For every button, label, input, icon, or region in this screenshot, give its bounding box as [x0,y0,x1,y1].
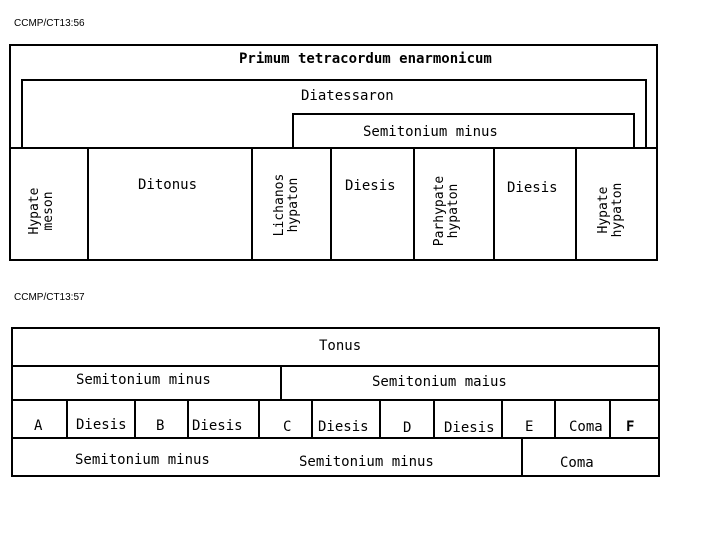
parhypate-line1: Parhypate [432,175,447,247]
semitonium-maius-label: Semitonium maius [372,374,507,390]
figure1-caption: CCMP/CT13:56 [14,18,85,29]
parhypate-hypaton-label [433,176,461,246]
diesis-a-b: Diesis [76,417,127,433]
note-b: B [156,418,165,434]
ditonus-label: Ditonus [138,177,198,193]
note-d: D [403,420,412,436]
diesis-b-c: Diesis [192,418,243,434]
hypate-hypaton-label [597,183,625,238]
figure2-caption: CCMP/CT13:57 [14,292,85,303]
hypate-meson-label [28,188,56,235]
hypate-hypaton-line1: Hypate [596,186,611,234]
semitonium-minus-bottom-2: Semitonium minus [299,454,434,470]
figure1-table [10,148,657,260]
coma-bottom: Coma [560,455,594,471]
coma-e-f: Coma [569,419,603,435]
lichanos-line1: Lichanos [272,173,287,237]
diesis-label-2: Diesis [507,180,558,196]
parhypate-line2: hypaton [446,183,461,239]
tonus-label: Tonus [319,338,362,354]
note-c: C [283,419,292,435]
hypate-hypaton-line2: hypaton [610,182,625,238]
hypate-meson-line2: meson [41,191,56,231]
diatessaron-label: Diatessaron [301,88,394,104]
lichanos-hypaton-label [273,174,301,237]
note-f: F [626,419,635,435]
semitonium-minus-bottom-1: Semitonium minus [75,452,210,468]
diesis-d-e: Diesis [444,420,495,436]
note-a: A [34,418,43,434]
hypate-meson-line1: Hypate [27,187,42,235]
primum-label: Primum tetracordum enarmonicum [239,51,492,67]
semitonium-minus-top-label: Semitonium minus [76,372,211,388]
lichanos-line2: hypaton [286,177,301,233]
diesis-label-1: Diesis [345,178,396,194]
diesis-c-d: Diesis [318,419,369,435]
semitonium-minus-label: Semitonium minus [363,124,498,140]
note-e: E [525,419,534,435]
